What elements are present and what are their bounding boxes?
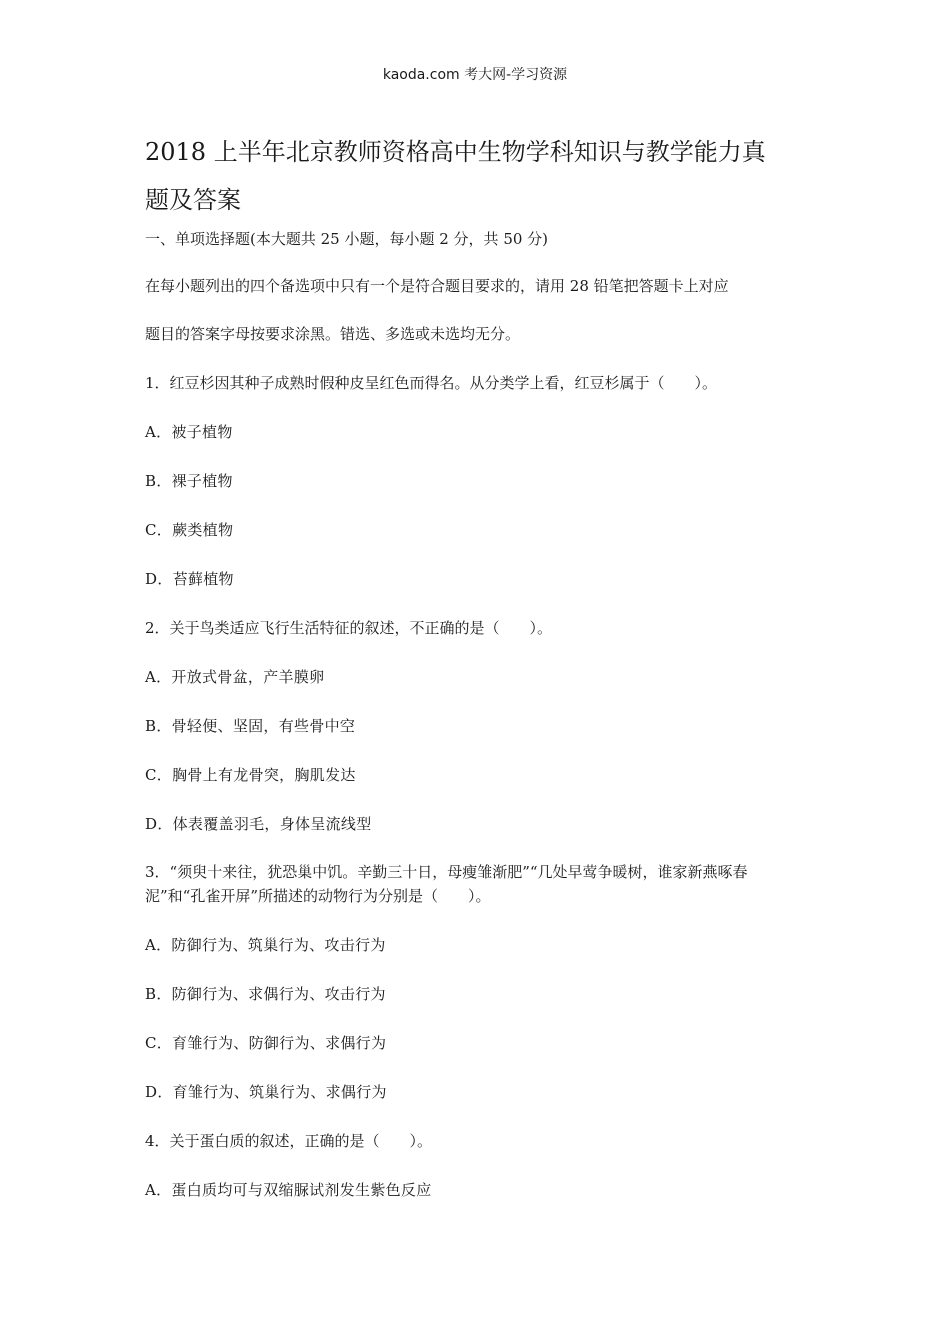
question-1-option-b: B．裸子植物 [145,472,233,490]
question-2-option-d: D．体表覆盖羽毛，身体呈流线型 [145,815,372,833]
instructions-line-2: 题目的答案字母按要求涂黑。错选、多选或未选均无分。 [145,325,521,343]
question-1-option-d: D．苔藓植物 [145,570,234,588]
question-3-option-c: C．育雏行为、防御行为、求偶行为 [145,1034,387,1052]
instructions-line-1: 在每小题列出的四个备选项中只有一个是符合题目要求的，请用 28 铅笔把答题卡上对应 [145,277,729,295]
question-3-stem-line-2: 泥”和“孔雀开屏”所描述的动物行为分别是（ ）。 [145,887,491,905]
question-4-stem: 4．关于蛋白质的叙述，正确的是（ ）。 [145,1132,433,1150]
document-title-line-2: 题及答案 [145,186,241,214]
question-2-stem: 2．关于鸟类适应飞行生活特征的叙述，不正确的是（ ）。 [145,619,553,637]
question-3-option-d: D．育雏行为、筑巢行为、求偶行为 [145,1083,387,1101]
question-3-option-a: A．防御行为、筑巢行为、攻击行为 [145,936,386,954]
question-3-stem-line-1: 3．“须臾十来往，犹恐巢中饥。辛勤三十日，母瘦雏渐肥”“几处早莺争暖树，谁家新燕啄春 [145,863,748,881]
question-2-option-b: B．骨轻便、坚固，有些骨中空 [145,717,356,735]
question-1-stem: 1．红豆杉因其种子成熟时假种皮呈红色而得名。从分类学上看，红豆杉属于（ ）。 [145,374,718,392]
question-2-option-a: A．开放式骨盆，产羊膜卵 [145,668,325,686]
question-1-option-c: C．蕨类植物 [145,521,234,539]
question-1-option-a: A．被子植物 [145,423,233,441]
document-title-line-1: 2018 上半年北京教师资格高中生物学科知识与教学能力真 [145,138,766,166]
question-4-option-a: A．蛋白质均可与双缩脲试剂发生紫色反应 [145,1181,432,1199]
page-header: kaoda.com 考大网-学习资源 [382,67,568,83]
question-2-option-c: C．胸骨上有龙骨突，胸肌发达 [145,766,356,784]
section-heading: 一、单项选择题(本大题共 25 小题，每小题 2 分，共 50 分) [145,230,549,248]
question-3-option-b: B．防御行为、求偶行为、攻击行为 [145,985,386,1003]
